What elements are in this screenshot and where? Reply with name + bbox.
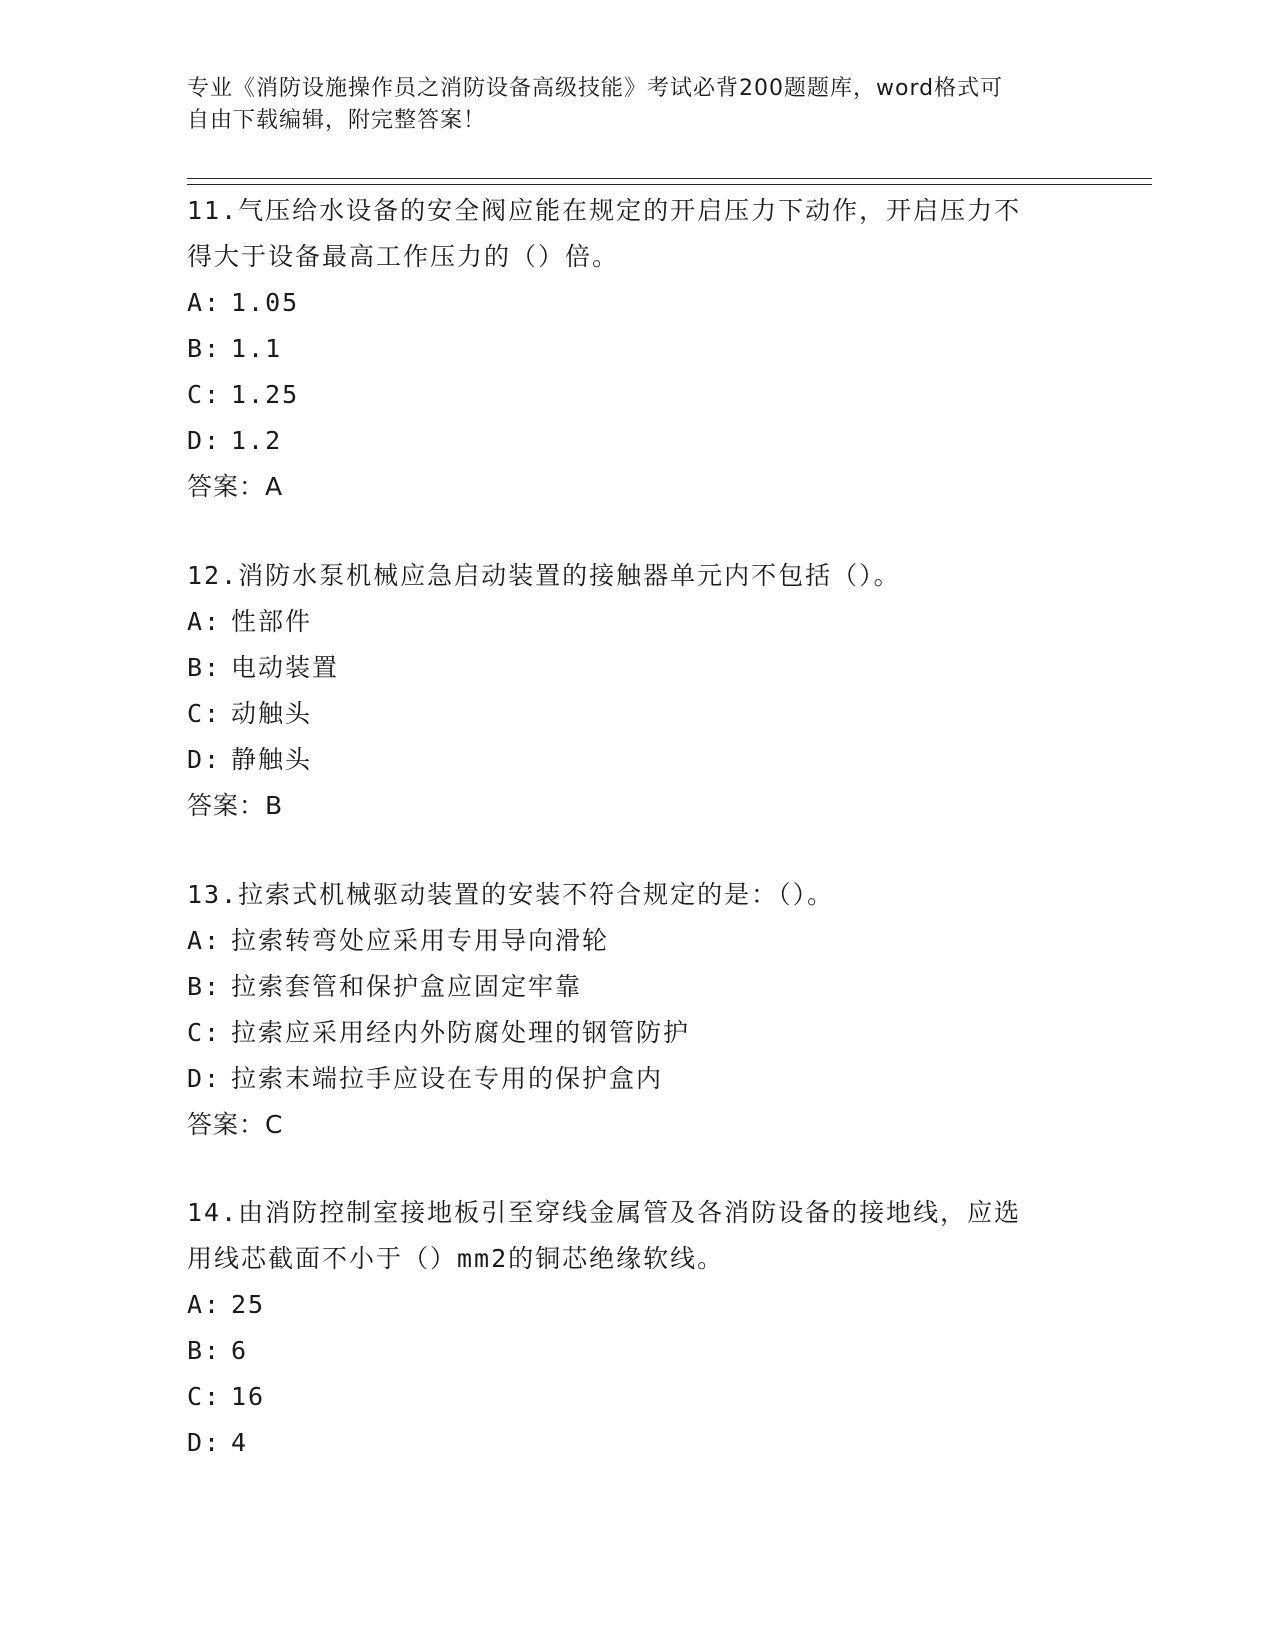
option-b <box>187 645 1087 691</box>
question-stem-line: 12.消防水泵机械应急启动装置的接触器单元内不包括（）。 <box>187 561 901 590</box>
option-a <box>187 1282 1087 1328</box>
option-key: C: <box>187 1382 222 1411</box>
option-c <box>187 372 1087 418</box>
option-text: 电动装置 <box>231 653 340 682</box>
header-divider-bottom <box>187 184 1152 185</box>
option-text: 16 <box>231 1382 266 1411</box>
question-stem-line: 用线芯截面不小于（）mm2的铜芯绝缘软线。 <box>187 1244 725 1273</box>
option-a <box>187 280 1087 326</box>
option-key: A: <box>187 926 222 955</box>
option-text: 1.2 <box>231 426 283 455</box>
option-key: B: <box>187 1336 222 1365</box>
option-key: C: <box>187 1018 222 1047</box>
option-text: 拉索末端拉手应设在专用的保护盒内 <box>231 1064 664 1093</box>
option-text: 6 <box>231 1336 249 1365</box>
option-b <box>187 1328 1087 1374</box>
question-stem-line: 得大于设备最高工作压力的（）倍。 <box>187 242 620 271</box>
header-line-1: 专业《消防设施操作员之消防设备高级技能》考试必背200题题库，word格式可 <box>187 76 1004 101</box>
question-stem-line: 14.由消防控制室接地板引至穿线金属管及各消防设备的接地线，应选 <box>187 1198 1022 1227</box>
answer-line: 答案：B <box>187 791 284 820</box>
option-c <box>187 1010 1087 1056</box>
answer-line: 答案：A <box>187 472 284 501</box>
option-text: 4 <box>231 1428 249 1457</box>
option-key: A: <box>187 607 222 636</box>
option-d <box>187 1056 1087 1102</box>
option-text: 25 <box>231 1290 266 1319</box>
option-a <box>187 599 1087 645</box>
document-header <box>187 73 1087 137</box>
option-b <box>187 964 1087 1010</box>
option-text: 拉索套管和保护盒应固定牢靠 <box>231 972 583 1001</box>
option-key: C: <box>187 380 222 409</box>
question-stem-line: 13.拉索式机械驱动装置的安装不符合规定的是：（）。 <box>187 880 835 909</box>
option-key: B: <box>187 972 222 1001</box>
answer-line: 答案：C <box>187 1110 284 1139</box>
question-stem-line: 11.气压给水设备的安全阀应能在规定的开启压力下动作，开启压力不 <box>187 196 1022 225</box>
option-key: D: <box>187 426 222 455</box>
option-key: D: <box>187 745 222 774</box>
option-key: C: <box>187 699 222 728</box>
option-c <box>187 1374 1087 1420</box>
option-key: A: <box>187 288 222 317</box>
option-a <box>187 918 1087 964</box>
question-block <box>187 872 1087 1148</box>
option-key: D: <box>187 1064 222 1093</box>
option-text: 1.1 <box>231 334 283 363</box>
option-text: 静触头 <box>231 745 313 774</box>
question-block <box>187 1190 1087 1466</box>
option-key: A: <box>187 1290 222 1319</box>
header-line-2: 自由下载编辑，附完整答案！ <box>187 108 487 133</box>
option-d <box>187 737 1087 783</box>
option-d <box>187 1420 1087 1466</box>
header-divider-top <box>187 178 1152 179</box>
option-c <box>187 691 1087 737</box>
question-block <box>187 188 1087 510</box>
question-block <box>187 553 1087 829</box>
option-text: 性部件 <box>231 607 313 636</box>
option-text: 拉索转弯处应采用专用导向滑轮 <box>231 926 610 955</box>
option-text: 1.05 <box>231 288 300 317</box>
option-text: 动触头 <box>231 699 313 728</box>
option-key: D: <box>187 1428 222 1457</box>
option-key: B: <box>187 653 222 682</box>
option-key: B: <box>187 334 222 363</box>
option-text: 拉索应采用经内外防腐处理的钢管防护 <box>231 1018 691 1047</box>
option-d <box>187 418 1087 464</box>
option-b <box>187 326 1087 372</box>
option-text: 1.25 <box>231 380 300 409</box>
